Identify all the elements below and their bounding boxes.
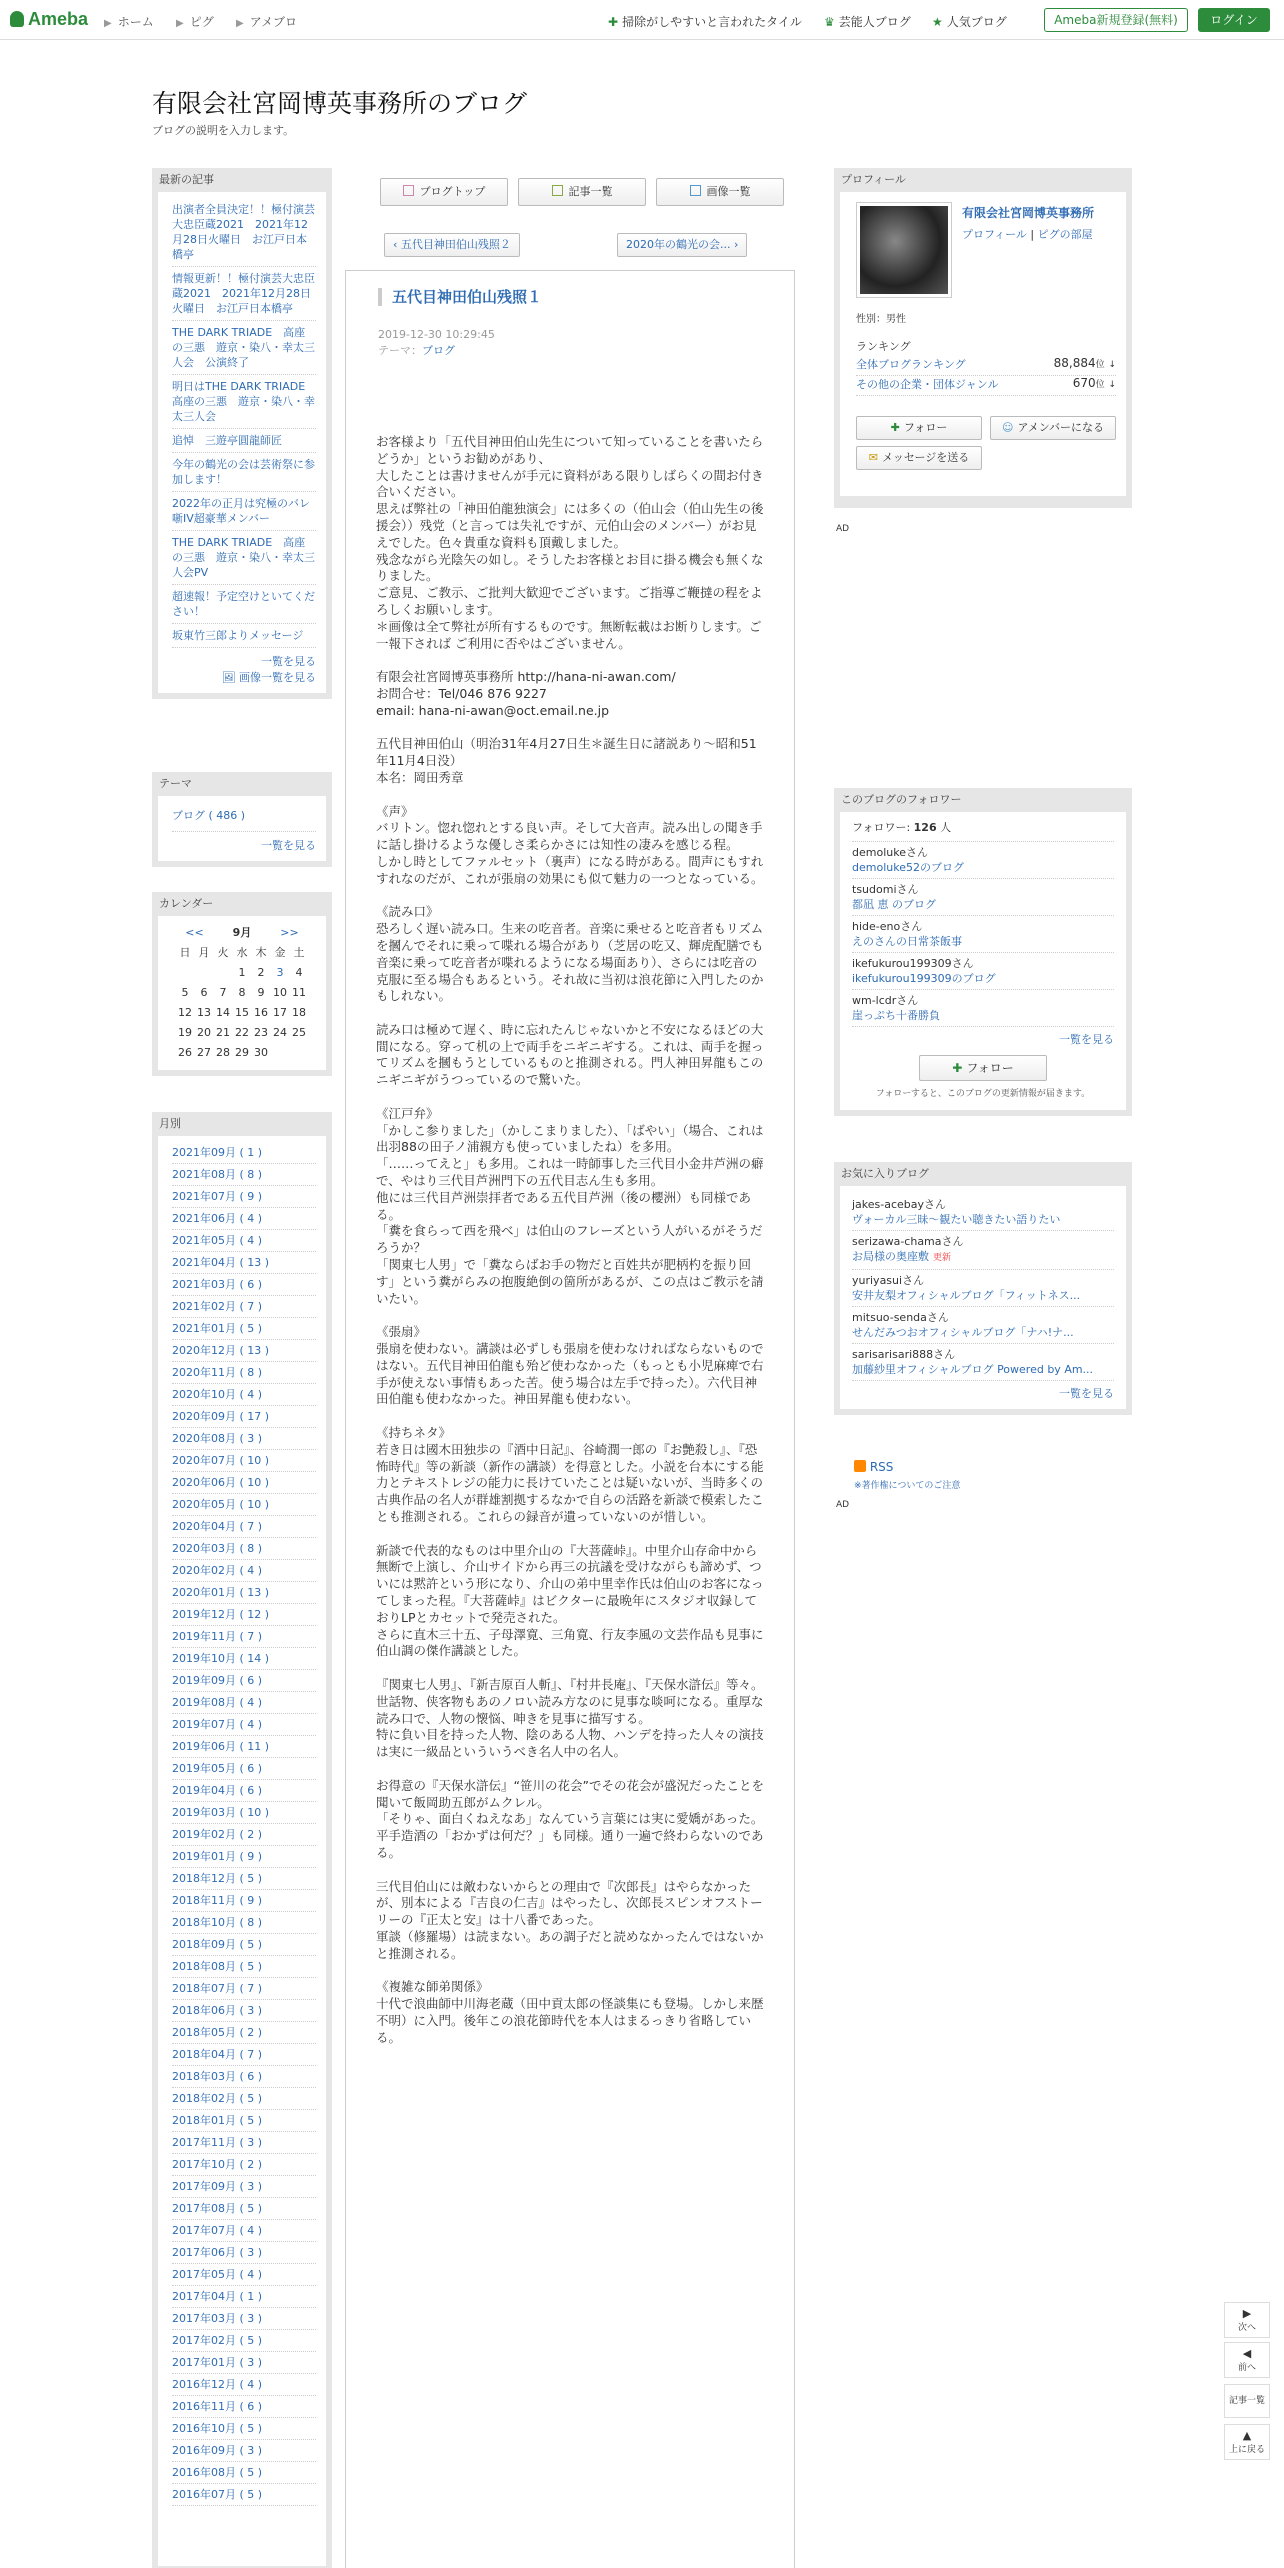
- favorite-user[interactable]: sarisarisari888さん: [852, 1348, 956, 1361]
- crown-icon: ♛: [824, 15, 835, 29]
- image-list-link[interactable]: [172, 669, 316, 685]
- follower-count-label: フォロワー:: [852, 821, 914, 834]
- monthly-heading: 月別: [159, 1117, 181, 1130]
- monthly-item[interactable]: 2019年09月 ( 6 ): [172, 1670, 316, 1692]
- follower-item: [852, 953, 1114, 990]
- monthly-item[interactable]: 2020年06月 ( 10 ): [172, 1472, 316, 1494]
- calendar-day: [290, 1042, 309, 1062]
- favorites-heading: お気に入りブログ: [841, 1167, 929, 1180]
- monthly-item[interactable]: 2017年07月 ( 4 ): [172, 2220, 316, 2242]
- next-entry-label: 2020年の鶴光の会...: [626, 238, 731, 251]
- monthly-item[interactable]: 2019年03月 ( 10 ): [172, 1802, 316, 1824]
- follower-item: [852, 990, 1114, 1027]
- followers-list: [852, 842, 1114, 1027]
- monthly-item[interactable]: 2020年02月 ( 4 ): [172, 1560, 316, 1582]
- favorites-more-link[interactable]: 一覧を見る: [1059, 1387, 1114, 1400]
- follower-blog[interactable]: ikefukurou199309のブログ: [852, 972, 996, 985]
- entry-theme: [378, 343, 495, 359]
- calendar-day: 25: [292, 1025, 306, 1039]
- nav-home[interactable]: ▶ ホーム: [104, 15, 154, 29]
- entry-paragraph: 三代目伯山には敵わないからとの理由で『次郎長』はやらなかったが、別本による『吉良の仁吉』はやったし、次郎長スピンオフストーリーの『正太と安』は十八番であった。 軍談（修羅場）は読まない。あの調子だと読めなかったんではないかと推測される。: [376, 1878, 764, 1961]
- monthly-item[interactable]: 2017年05月 ( 4 ): [172, 2264, 316, 2286]
- ranking-label: ランキング: [856, 340, 911, 353]
- favorite-blog-title: お局様の奥座敷: [852, 1250, 929, 1263]
- follower-user[interactable]: tsudomiさん: [852, 883, 919, 896]
- recent-item[interactable]: 出演者全員決定！！極付演芸大忠臣蔵2021 2021年12月28日火曜日 お江戸日本橋亭: [172, 198, 316, 267]
- monthly-item[interactable]: 2019年07月 ( 4 ): [172, 1714, 316, 1736]
- profile-link[interactable]: プロフィール: [962, 228, 1027, 241]
- login-button[interactable]: ログイン: [1198, 8, 1270, 32]
- entry-paragraph: 『関東七人男』、『新吉原百人斬』、『村井長庵』、『天保水滸伝』等々。 世話物、侠客物もあのノロい読み方なのに見事な啖呵になる。重厚な読み口で、人物の懐悩、呻きを見事に描写する。 特に負い目を持った人物、陰のある人物、ハンデを持った人々の演技は実に一級品といういうべき名人中の名人。: [376, 1676, 764, 1760]
- chevron-right-icon: ›: [733, 238, 739, 251]
- nav-pigg[interactable]: ▶ ピグ: [176, 15, 214, 29]
- monthly-item[interactable]: 2019年05月 ( 6 ): [172, 1758, 316, 1780]
- weekday: 土: [293, 946, 305, 959]
- ranking-overall-link[interactable]: 全体ブログランキング: [856, 358, 966, 371]
- top-nav-button[interactable]: [1224, 2424, 1270, 2460]
- follow-label: フォロー: [903, 421, 948, 434]
- follower-count-unit: 人: [936, 821, 952, 834]
- entry-date: 2019-12-30 10:29:45: [378, 328, 495, 341]
- follower-blog[interactable]: demoluke52のブログ: [852, 861, 964, 874]
- monthly-item[interactable]: 2019年04月 ( 6 ): [172, 1780, 316, 1802]
- favorite-item: [852, 1194, 1114, 1231]
- tab-entry-list-label: 記事一覧: [568, 185, 613, 198]
- profile-links: プロフィール | ピグの部屋: [962, 228, 1093, 241]
- theme-item[interactable]: ブログ ( 486 ): [172, 802, 316, 832]
- chevron-right-icon: ▶: [176, 18, 184, 29]
- theme-box: [152, 772, 332, 867]
- follow-button[interactable]: [856, 416, 982, 440]
- chevron-right-icon: ▶: [104, 18, 112, 29]
- blog-title[interactable]: 有限会社宮岡博英事務所のブログ: [152, 89, 528, 118]
- calendar-day: 20: [197, 1025, 211, 1039]
- weekday: 金: [274, 946, 286, 959]
- entry-title[interactable]: 五代目神田伯山残照１: [378, 288, 542, 306]
- follower-item: [852, 916, 1114, 953]
- entry-body: [376, 434, 768, 2063]
- back-icon: ◀: [1242, 2347, 1252, 2360]
- chevron-left-icon: ‹: [393, 238, 398, 251]
- calendar-day: 24: [273, 1025, 287, 1039]
- monthly-item[interactable]: 2021年09月 ( 1 ): [172, 1142, 316, 1164]
- calendar-day: 6: [200, 985, 208, 999]
- document-icon: [552, 185, 563, 196]
- entry-paragraph: 《江戸弁》 「かしこ参りました」（かしこまりました）、「ばやい」（場合、これは出羽88の田子ノ浦親方も使っていましたね）を多用。 「……ってえと」も多用。これは一時師事した三代目小金井芦洲の癖で、やはり三代目芦洲門下の五代目志ん生も多用。 他には三代目芦洲崇拝者である五代目芦洲（後の櫻洲）も同様である。 「糞を食らって西を飛べ」は伯山のフレーズという人がいるがそうだろうか？ 「関東七人男」で「糞ならばお手の物だと百姓共が肥柄杓を振り回す」という糞がらみの抱腹絶倒の箇所があるが、この点はご教示を請いたい。: [376, 1105, 764, 1306]
- calendar-day: 12: [178, 1005, 192, 1019]
- entry-paragraph: 《張扇》 張扇を使わない。講談は必ずしも張扇を使わなければならないものではない。五代目神田伯龍も殆ど使わなかった（もっとも小児麻痺で右手が使えない事情もあった苦。使う場合は左手で持った）。六代目神田伯龍も使わなかった。神田昇龍も使わない。: [376, 1324, 764, 1407]
- profile-name[interactable]: 有限会社宮岡博英事務所: [962, 206, 1095, 220]
- entry-theme-label: テーマ：: [378, 344, 422, 357]
- star-icon: ★: [932, 15, 943, 29]
- monthly-item[interactable]: 2020年10月 ( 4 ): [172, 1384, 316, 1406]
- calendar-day: 9: [257, 985, 265, 999]
- calendar-prev[interactable]: <<: [185, 925, 204, 939]
- recent-item[interactable]: 2022年の正月は究極のバレ噺IV超豪華メンバー: [172, 492, 316, 531]
- frog-icon: [10, 11, 24, 27]
- ranking-genre-link[interactable]: その他の企業・団体ジャンル: [856, 378, 999, 391]
- global-header: [0, 0, 1284, 40]
- monthly-item[interactable]: 2018年08月 ( 5 ): [172, 1956, 316, 1978]
- calendar-day: 11: [292, 985, 306, 999]
- next-nav-label: 次へ: [1237, 2323, 1256, 2333]
- monthly-item[interactable]: 2020年12月 ( 13 ): [172, 1340, 316, 1362]
- next-entry-button[interactable]: [617, 233, 747, 257]
- tab-blog-top-label: ブログトップ: [419, 185, 486, 198]
- sparkle-icon: ✚: [608, 15, 619, 29]
- ranking-overall-value: 88,884: [1053, 356, 1096, 370]
- prev-nav-button[interactable]: [1224, 2342, 1270, 2378]
- monthly-item[interactable]: 2019年06月 ( 11 ): [172, 1736, 316, 1758]
- monthly-item[interactable]: 2021年02月 ( 7 ): [172, 1296, 316, 1318]
- recent-item[interactable]: THE DARK TRIADE 高座の三悪 遊京・染八・幸太三人会PV: [172, 531, 316, 585]
- recent-item[interactable]: 追悼 三遊亭圓龍師匠: [172, 429, 316, 453]
- monthly-item[interactable]: 2019年01月 ( 9 ): [172, 1846, 316, 1868]
- follower-blog[interactable]: えのさんの日常茶飯事: [852, 935, 962, 948]
- calendar-day: 18: [292, 1005, 306, 1019]
- monthly-item[interactable]: 2019年11月 ( 7 ): [172, 1626, 316, 1648]
- theme-heading: テーマ: [159, 777, 192, 790]
- recent-item[interactable]: 超速報！予定空けといてください！: [172, 585, 316, 624]
- rss-link[interactable]: [854, 1460, 893, 1474]
- profile-box: [834, 168, 1132, 508]
- favorite-blog-title: 安井友梨オフィシャルブログ「フィットネス...: [852, 1289, 1081, 1302]
- favorite-item: [852, 1307, 1114, 1344]
- pigg-room-link[interactable]: ピグの部屋: [1037, 228, 1093, 241]
- favorite-user[interactable]: jakes-acebayさん: [852, 1198, 947, 1211]
- monthly-item[interactable]: 2017年08月 ( 5 ): [172, 2198, 316, 2220]
- favorite-blog[interactable]: [852, 1288, 1114, 1303]
- profile-gender: 性別：男性: [856, 314, 906, 325]
- monthly-item[interactable]: 2021年03月 ( 6 ): [172, 1274, 316, 1296]
- favorite-user[interactable]: yuriyasuiさん: [852, 1274, 925, 1287]
- message-label: メッセージを送る: [881, 451, 970, 464]
- monthly-item[interactable]: 2020年07月 ( 10 ): [172, 1450, 316, 1472]
- monthly-item[interactable]: 2018年07月 ( 7 ): [172, 1978, 316, 2000]
- calendar-day: 2: [257, 965, 265, 979]
- plus-icon: ✚: [952, 1061, 963, 1075]
- monthly-item[interactable]: 2016年07月 ( 5 ): [172, 2484, 316, 2506]
- recent-item[interactable]: 明日はTHE DARK TRIADE 高座の三悪 遊京・染八・幸太三人会: [172, 375, 316, 429]
- monthly-item[interactable]: 2021年01月 ( 5 ): [172, 1318, 316, 1340]
- monthly-item[interactable]: 2018年06月 ( 3 ): [172, 2000, 316, 2022]
- follower-user[interactable]: hide-enoさん: [852, 920, 923, 933]
- header-link-celeb[interactable]: ♛ 芸能人ブログ: [824, 15, 911, 29]
- ameba-logo[interactable]: Ameba: [10, 9, 88, 30]
- followers-more-link[interactable]: 一覧を見る: [1059, 1033, 1114, 1046]
- header-link-popular[interactable]: ★ 人気ブログ: [932, 15, 1007, 29]
- calendar-day: 16: [254, 1005, 268, 1019]
- ranking-genre: [856, 376, 1116, 396]
- follower-user[interactable]: demolukeさん: [852, 846, 928, 859]
- rank-unit: 位: [1095, 360, 1105, 370]
- monthly-item[interactable]: 2016年09月 ( 3 ): [172, 2440, 316, 2462]
- calendar-day: 10: [273, 985, 287, 999]
- favorite-blog[interactable]: [852, 1325, 1114, 1340]
- favorite-item: [852, 1344, 1114, 1381]
- monthly-item[interactable]: 2019年08月 ( 4 ): [172, 1692, 316, 1714]
- follow-note: フォローすると、このブログの更新情報が届きます。: [875, 1089, 1091, 1099]
- favorite-item: [852, 1231, 1114, 1270]
- calendar-day: 15: [235, 1005, 249, 1019]
- favorite-blog[interactable]: [852, 1362, 1114, 1377]
- calendar-day: 1: [238, 965, 246, 979]
- weekday: 月: [198, 946, 210, 959]
- monthly-item[interactable]: 2018年09月 ( 5 ): [172, 1934, 316, 1956]
- rss-icon: [854, 1460, 866, 1472]
- calendar-day: 30: [254, 1045, 268, 1059]
- calendar-day: 22: [235, 1025, 249, 1039]
- monthly-item[interactable]: 2018年02月 ( 5 ): [172, 2088, 316, 2110]
- entry-theme-link[interactable]: ブログ: [422, 344, 455, 357]
- follow-button-2[interactable]: [919, 1055, 1047, 1081]
- calendar-day: 4: [295, 965, 303, 979]
- calendar-day: 28: [216, 1045, 230, 1059]
- follower-blog[interactable]: 都凪 恵 のブログ: [852, 898, 936, 911]
- calendar-day: 5: [181, 985, 189, 999]
- recent-posts-box: [152, 168, 332, 699]
- follower-count-value: 126: [913, 821, 937, 834]
- register-button[interactable]: Ameba新規登録(無料): [1044, 8, 1188, 32]
- monthly-item[interactable]: 2017年04月 ( 1 ): [172, 2286, 316, 2308]
- calendar-day: 21: [216, 1025, 230, 1039]
- tab-image-list-label: 画像一覧: [706, 185, 751, 198]
- monthly-item[interactable]: 2020年05月 ( 10 ): [172, 1494, 316, 1516]
- tab-blog-top[interactable]: [380, 178, 508, 206]
- monthly-item[interactable]: 2016年12月 ( 4 ): [172, 2374, 316, 2396]
- image-list-label: 画像一覧を見る: [239, 671, 316, 684]
- recent-item[interactable]: THE DARK TRIADE 高座の三悪 遊京・染八・幸太三人会 公演終了: [172, 321, 316, 375]
- entry-paragraph: 有限会社宮岡博英事務所 http://hana-ni-awan.com/ お問合せ：Tel/046 876 9227 email: hana-ni-awan@oct.email.ne.jp: [376, 669, 676, 718]
- monthly-item[interactable]: 2017年09月 ( 3 ): [172, 2176, 316, 2198]
- entry-paragraph: 《複雑な師弟関係》 十代で浪曲師中川海老蔵（田中貢太郎の怪談集にも登場。しかし来歴不明）に入門。後年この浪花節時代を本人はまるっきり省略している。: [376, 1979, 764, 2045]
- recent-more-link[interactable]: 一覧を見る: [261, 655, 316, 668]
- weekday: 日: [179, 946, 191, 959]
- favorite-blog-title: ヴォーカル三昧～観たい聴きたい語りたい: [852, 1213, 1061, 1226]
- monthly-item[interactable]: 2020年11月 ( 8 ): [172, 1362, 316, 1384]
- favorite-blog-title: 加藤紗里オフィシャルブログ Powered by Am...: [852, 1363, 1094, 1376]
- monthly-item[interactable]: 2021年06月 ( 4 ): [172, 1208, 316, 1230]
- entry-paragraph: 新談で代表的なものは中里介山の『大菩薩峠』。中里介山存命中から無断で上演し、介山サイドから再三の抗議を受けながらも諦めず、ついには黙許という形になり、介山の弟中里幸作氏は伯山のお客になってしまった程。『大菩薩峠』はビクターに最晩年にスタジオ収録しておりLPとカセットで発売された。 さらに直木三十五、子母澤寛、三角寛、行友李風の文芸作品も見事に伯山調の傑作講談とした。: [376, 1542, 764, 1659]
- plus-icon: ✚: [890, 421, 900, 434]
- recent-item[interactable]: 今年の鶴光の会は芸術祭に参加します！: [172, 453, 316, 492]
- followers-box: [834, 788, 1132, 1116]
- tab-entry-list[interactable]: [518, 178, 646, 206]
- entry-paragraph: お客様より「五代目神田伯山先生について知っていることを書いたらどうか」というお勧めがあり、 大したことは書けませんが手元に資料がある限りしばらくの間お付き合いください。 思えば弊社の「神田伯龍独演会」には多くの（伯山会（伯山先生の後援会））残党（と言っては失礼ですが、元伯山会のメンバー）がお見えでした。色々貴重な資料も頂戴しました。 残念ながら光陰矢の如し。そうしたお客様とお目に掛る機会も無くなりました。 ご意見、ご教示、ご批判大歓迎でございます。ご指導ご鞭撻の程をよろしくお願いします。 ＊画像は全て弊社が所有するものです。無断転載はお断りします。ご一報下されば ご利用に否やはございません。: [376, 434, 764, 651]
- calendar-day: 7: [219, 985, 227, 999]
- arrow-down-icon: ↓: [1108, 380, 1116, 390]
- entry-paragraph: 読み口は極めて遅く、時に忘れたんじゃないかと不安になるほどの大間になる。穿って机の上で両手をニギニギする。これは、両手を握ってリズムを摑もうとしているものと推測される。門人神田昇龍もこのニギニギがうつっているので驚いた。: [376, 1021, 764, 1088]
- calendar-table: [176, 922, 309, 1062]
- top-nav-label: 上に戻る: [1228, 2445, 1265, 2455]
- follower-item: [852, 879, 1114, 916]
- calendar-day: [195, 962, 214, 982]
- monthly-item[interactable]: 2018年10月 ( 8 ): [172, 1912, 316, 1934]
- message-button[interactable]: [856, 446, 982, 470]
- monthly-item[interactable]: 2017年03月 ( 3 ): [172, 2308, 316, 2330]
- calendar-month: 9月: [232, 926, 252, 939]
- follower-count: [852, 820, 1114, 842]
- play-icon: ▶: [1242, 2307, 1252, 2320]
- monthly-item[interactable]: 2017年02月 ( 5 ): [172, 2330, 316, 2352]
- calendar-day: [214, 962, 233, 982]
- monthly-item[interactable]: 2020年04月 ( 7 ): [172, 1516, 316, 1538]
- monthly-item[interactable]: 2017年11月 ( 3 ): [172, 2132, 316, 2154]
- ad-label-2: AD: [836, 1500, 850, 1510]
- entry-list-nav-button[interactable]: [1224, 2384, 1270, 2418]
- prev-nav-label: 前へ: [1237, 2363, 1256, 2373]
- blog-description: ブログの説明を入力します。: [152, 124, 295, 137]
- monthly-item[interactable]: 2017年10月 ( 2 ): [172, 2154, 316, 2176]
- next-nav-button[interactable]: [1224, 2302, 1270, 2338]
- entry-paragraph: 《声》 バリトン。惚れ惚れとする良い声。そして大音声。読み出しの聞き手に話し掛けるような優しさ柔らかさには知性の凄みを感じる程。 しかし時としてファルセット（裏声）になる時がある。間声にもすれすれなのだが、これが張扇の効果にも似て魅力の一つとなっている。: [376, 803, 764, 886]
- ad-label: AD: [836, 524, 850, 534]
- calendar-heading: カレンダー: [159, 897, 214, 910]
- favorite-item: [852, 1270, 1114, 1307]
- entry-paragraph: 《読み口》 恐ろしく遅い読み口。生来の吃音者。音楽に乗せると吃音者もリズムを摑んでそれに乗って喋れる場合があり（芝居の吃又、輝虎配膳でも音楽に乗って吃音者が喋れるようになる場面あり）、さらには吃音の克服に至る場合もあるという。それ故に当初は浪花節に入門したのかもしれない。: [376, 904, 764, 1004]
- copyright-note-link[interactable]: ※著作権についてのご注意: [854, 1481, 961, 1491]
- monthly-item[interactable]: 2020年08月 ( 3 ): [172, 1428, 316, 1450]
- amember-label: アメンバーになる: [1017, 421, 1105, 434]
- followers-heading: このブログのフォロワー: [841, 793, 962, 806]
- calendar-box: [152, 892, 332, 1076]
- follower-user[interactable]: wm-lcdrさん: [852, 994, 919, 1007]
- header-link-tile[interactable]: ✚ 掃除がしやすいと言われたタイル: [608, 15, 802, 29]
- people-icon: ☺: [1001, 421, 1014, 434]
- entry-list-nav-label: 記事一覧: [1228, 2396, 1265, 2406]
- monthly-item[interactable]: 2018年01月 ( 5 ): [172, 2110, 316, 2132]
- calendar-day: 23: [254, 1025, 268, 1039]
- recent-heading: 最新の記事: [159, 173, 214, 186]
- weekday: 水: [236, 946, 248, 959]
- weekday: 火: [217, 946, 229, 959]
- amember-button[interactable]: [990, 416, 1116, 440]
- follower-item: [852, 842, 1114, 879]
- favorite-user[interactable]: serizawa-chamaさん: [852, 1235, 964, 1248]
- profile-avatar[interactable]: [856, 202, 952, 298]
- monthly-item[interactable]: 2018年03月 ( 6 ): [172, 2066, 316, 2088]
- favorite-blog[interactable]: [852, 1212, 1114, 1227]
- ranking-genre-value: 670: [1072, 376, 1096, 390]
- prev-entry-label: 五代目神田伯山残照２: [400, 238, 511, 251]
- monthly-item[interactable]: 2018年11月 ( 9 ): [172, 1890, 316, 1912]
- home-icon: [403, 185, 414, 196]
- favorite-user[interactable]: mitsuo-sendaさん: [852, 1311, 949, 1324]
- favorite-blog[interactable]: [852, 1249, 1114, 1266]
- calendar-day: 19: [178, 1025, 192, 1039]
- weekday: 木: [255, 946, 267, 959]
- calendar-day: 29: [235, 1045, 249, 1059]
- monthly-item[interactable]: 2019年12月 ( 12 ): [172, 1604, 316, 1626]
- monthly-item[interactable]: 2016年10月 ( 5 ): [172, 2418, 316, 2440]
- monthly-item[interactable]: 2018年12月 ( 5 ): [172, 1868, 316, 1890]
- rss-label: RSS: [869, 1460, 894, 1474]
- entry-paragraph: 五代目神田伯山（明治31年4月27日生＊誕生日に諸説あり～昭和51年11月4日没） 本名：岡田秀章: [376, 736, 757, 785]
- favorite-blog-title: せんだみつおオフィシャルブログ「ナハ!ナ...: [852, 1326, 1074, 1339]
- monthly-item[interactable]: 2020年03月 ( 8 ): [172, 1538, 316, 1560]
- calendar-day: 17: [273, 1005, 287, 1019]
- calendar-day: 13: [197, 1005, 211, 1019]
- monthly-item[interactable]: 2020年09月 ( 17 ): [172, 1406, 316, 1428]
- monthly-item[interactable]: 2019年02月 ( 2 ): [172, 1824, 316, 1846]
- prev-entry-button[interactable]: [384, 233, 520, 257]
- follow-label-2: フォロー: [966, 1061, 1014, 1075]
- calendar-day: 8: [238, 985, 246, 999]
- theme-more-link[interactable]: 一覧を見る: [261, 839, 316, 852]
- recent-item[interactable]: 情報更新！！極付演芸大忠臣蔵2021 2021年12月28日火曜日 お江戸日本橋亭: [172, 267, 316, 321]
- chevron-right-icon: ▶: [236, 18, 244, 29]
- favorites-list: [852, 1194, 1114, 1381]
- calendar-day: 14: [216, 1005, 230, 1019]
- arrow-up-icon: ▲: [1242, 2429, 1252, 2442]
- image-icon: 🖼: [221, 671, 236, 684]
- monthly-item[interactable]: 2021年07月 ( 9 ): [172, 1186, 316, 1208]
- calendar-day: [176, 962, 195, 982]
- monthly-item[interactable]: 2020年01月 ( 13 ): [172, 1582, 316, 1604]
- calendar-day[interactable]: 3: [276, 965, 284, 979]
- calendar-day: 26: [178, 1045, 192, 1059]
- monthly-item[interactable]: 2016年08月 ( 5 ): [172, 2462, 316, 2484]
- monthly-item[interactable]: 2019年10月 ( 14 ): [172, 1648, 316, 1670]
- calendar-day: [271, 1042, 290, 1062]
- recent-item[interactable]: 坂東竹三郎よりメッセージ: [172, 624, 316, 648]
- monthly-item[interactable]: 2021年08月 ( 8 ): [172, 1164, 316, 1186]
- ranking-overall: [856, 356, 1116, 376]
- monthly-item[interactable]: 2018年05月 ( 2 ): [172, 2022, 316, 2044]
- monthly-item[interactable]: 2017年06月 ( 3 ): [172, 2242, 316, 2264]
- monthly-item[interactable]: 2018年04月 ( 7 ): [172, 2044, 316, 2066]
- follower-blog[interactable]: 崖っぷち十番勝負: [852, 1009, 940, 1022]
- updated-badge: 更新: [933, 1253, 952, 1263]
- monthly-item[interactable]: 2021年04月 ( 13 ): [172, 1252, 316, 1274]
- monthly-item[interactable]: 2021年05月 ( 4 ): [172, 1230, 316, 1252]
- monthly-item[interactable]: 2016年11月 ( 6 ): [172, 2396, 316, 2418]
- monthly-list: [172, 1142, 316, 2506]
- entry-paragraph: お得意の『天保水滸伝』“笹川の花会”でその花会が盛況だったことを聞いて飯岡助五郎がムクレル。 「そりゃ、面白くねえなあ」なんていう言葉には実に愛嬌があった。 平手造酒の「おかずは何だ？」も同様。通り一遍で終わらないのである。: [376, 1777, 764, 1860]
- monthly-archive-box: [152, 1112, 332, 2568]
- tab-image-list[interactable]: [656, 178, 784, 206]
- entry: [345, 270, 795, 2568]
- camera-icon: [690, 185, 701, 196]
- monthly-item[interactable]: 2017年01月 ( 3 ): [172, 2352, 316, 2374]
- calendar-day: 27: [197, 1045, 211, 1059]
- entry-paragraph: 《持ちネタ》 若き日は國木田独歩の『酒中日記』、谷崎潤一郎の『お艶殺し』、『恐怖時代』等の新談（新作の講談）を得意とした。小説を台本にする能力とテキストレジの能力に長けていたことは疑いないが、当時多くの古典作品の名人が群雄割拠するなかで自らの活路を新談で模索したことも推測される。これらの録音が遺っていないのが惜しい。: [376, 1425, 764, 1524]
- rank-unit: 位: [1095, 380, 1105, 390]
- mail-icon: ✉: [868, 451, 878, 464]
- entry-meta: [378, 327, 495, 359]
- calendar-next[interactable]: >>: [280, 925, 299, 939]
- follower-user[interactable]: ikefukurou199309さん: [852, 957, 974, 970]
- favorites-box: [834, 1162, 1132, 1415]
- profile-heading: プロフィール: [841, 173, 906, 186]
- arrow-down-icon: ↓: [1108, 360, 1116, 370]
- nav-ameblo[interactable]: ▶ アメブロ: [236, 15, 297, 29]
